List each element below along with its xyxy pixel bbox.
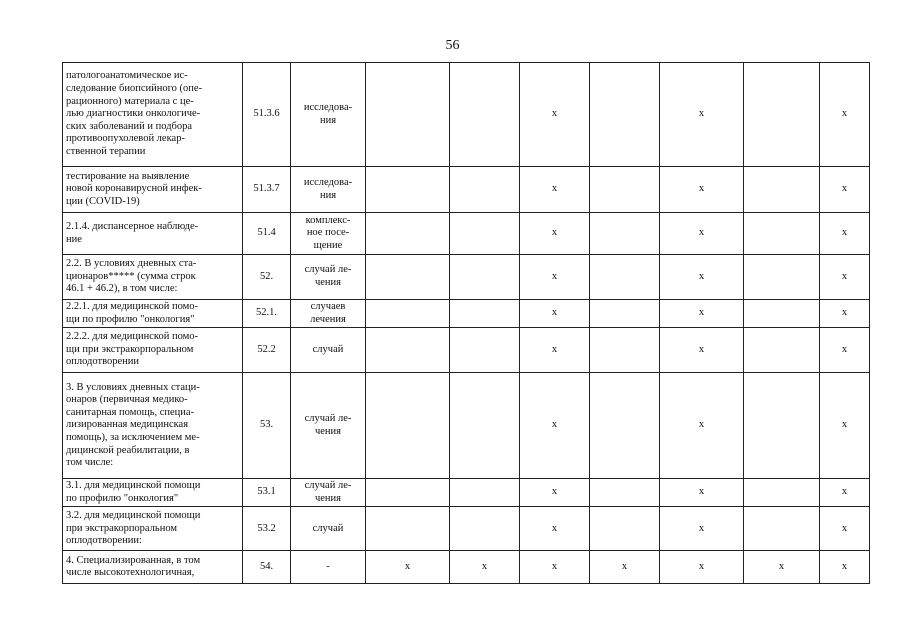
value-cell [450,213,520,255]
value-cell [366,213,450,255]
unit-of-measure: случай ле- чения [291,373,366,479]
value-cell [366,328,450,373]
row-number: 53. [243,373,291,479]
value-cell: x [520,63,590,167]
value-cell: x [590,551,660,584]
table-row [63,328,870,373]
unit-of-measure: случай ле- чения [291,479,366,507]
table-row [63,551,870,584]
row-label: 2.2. В условиях дневных ста- ционаров***** (сумма строк 46.1 + 46.2), в том числе: [63,255,243,300]
value-cell [366,507,450,551]
value-cell: x [820,300,870,328]
value-cell: x [820,551,870,584]
value-cell: x [520,479,590,507]
value-cell [450,328,520,373]
value-cell: x [660,507,744,551]
value-cell [450,255,520,300]
value-cell [450,300,520,328]
value-cell [590,373,660,479]
row-number: 52.2 [243,328,291,373]
value-cell: x [660,63,744,167]
value-cell: x [520,373,590,479]
unit-of-measure: случай [291,507,366,551]
table-row [63,255,870,300]
row-number: 53.1 [243,479,291,507]
row-number: 53.2 [243,507,291,551]
value-cell [366,255,450,300]
value-cell [590,300,660,328]
value-cell: x [660,479,744,507]
row-number: 52.1. [243,300,291,328]
value-cell [744,63,820,167]
value-cell: x [660,213,744,255]
value-cell [744,328,820,373]
value-cell [366,63,450,167]
value-cell: x [660,255,744,300]
value-cell: x [520,551,590,584]
value-cell [590,213,660,255]
value-cell [744,479,820,507]
row-label: 2.2.1. для медицинской помо- щи по профилю "онкология" [63,300,243,328]
unit-of-measure: случай [291,328,366,373]
table-row [63,300,870,328]
row-number: 51.4 [243,213,291,255]
value-cell [590,255,660,300]
value-cell: x [820,167,870,213]
value-cell [744,167,820,213]
value-cell: x [820,373,870,479]
value-cell: x [450,551,520,584]
row-label: 2.1.4. диспансерное наблюде- ние [63,213,243,255]
value-cell [590,479,660,507]
value-cell: x [820,479,870,507]
page-number: 56 [445,38,460,53]
value-cell: x [660,551,744,584]
value-cell: x [520,328,590,373]
value-cell [590,507,660,551]
value-cell [744,507,820,551]
table-row [63,507,870,551]
value-cell [450,507,520,551]
value-cell [744,213,820,255]
volume-table [62,62,870,584]
table-row [63,479,870,507]
table-row [63,213,870,255]
table-row [63,63,870,167]
unit-of-measure: исследова- ния [291,167,366,213]
value-cell [450,479,520,507]
value-cell: x [820,328,870,373]
unit-of-measure: комплекс- ное посе- щение [291,213,366,255]
row-number: 51.3.6 [243,63,291,167]
value-cell: x [520,507,590,551]
value-cell: x [520,167,590,213]
value-cell: x [820,63,870,167]
row-label: 4. Специализированная, в том числе высокотехнологичная, [63,551,243,584]
row-label: 3.1. для медицинской помощи по профилю "онкология" [63,479,243,507]
value-cell: x [820,213,870,255]
table-row [63,373,870,479]
value-cell: x [520,255,590,300]
value-cell [366,167,450,213]
value-cell [366,373,450,479]
value-cell: x [820,507,870,551]
value-cell: x [744,551,820,584]
unit-of-measure: случаев лечения [291,300,366,328]
value-cell [366,300,450,328]
row-label: 3. В условиях дневных стаци- онаров (первичная медико- санитарная помощь, специа- лизированная медицинская помощь), за исключением ме- дицинской реабилитации, в том числе: [63,373,243,479]
value-cell [366,479,450,507]
row-label: патологоанатомическое ис- следование биопсийного (опе- рационного) материала с це- лью диагностики онкологиче- ских заболеваний и подбора противоопухолевой лекар- ственной терапии [63,63,243,167]
row-label: 2.2.2. для медицинской помо- щи при экстракорпоральном оплодотворении [63,328,243,373]
row-label: 3.2. для медицинской помощи при экстракорпоральном оплодотворении: [63,507,243,551]
unit-of-measure: - [291,551,366,584]
value-cell: x [660,328,744,373]
row-label: тестирование на выявление новой коронавирусной инфек- ции (COVID-19) [63,167,243,213]
value-cell [590,328,660,373]
value-cell: x [520,213,590,255]
value-cell [590,63,660,167]
value-cell: x [660,167,744,213]
value-cell [744,300,820,328]
value-cell [450,373,520,479]
unit-of-measure: исследова- ния [291,63,366,167]
value-cell [744,373,820,479]
value-cell: x [820,255,870,300]
value-cell: x [660,373,744,479]
value-cell: x [366,551,450,584]
unit-of-measure: случай ле- чения [291,255,366,300]
value-cell: x [520,300,590,328]
value-cell [590,167,660,213]
row-number: 54. [243,551,291,584]
value-cell [450,63,520,167]
row-number: 52. [243,255,291,300]
value-cell: x [660,300,744,328]
value-cell [744,255,820,300]
table-row [63,167,870,213]
value-cell [450,167,520,213]
row-number: 51.3.7 [243,167,291,213]
